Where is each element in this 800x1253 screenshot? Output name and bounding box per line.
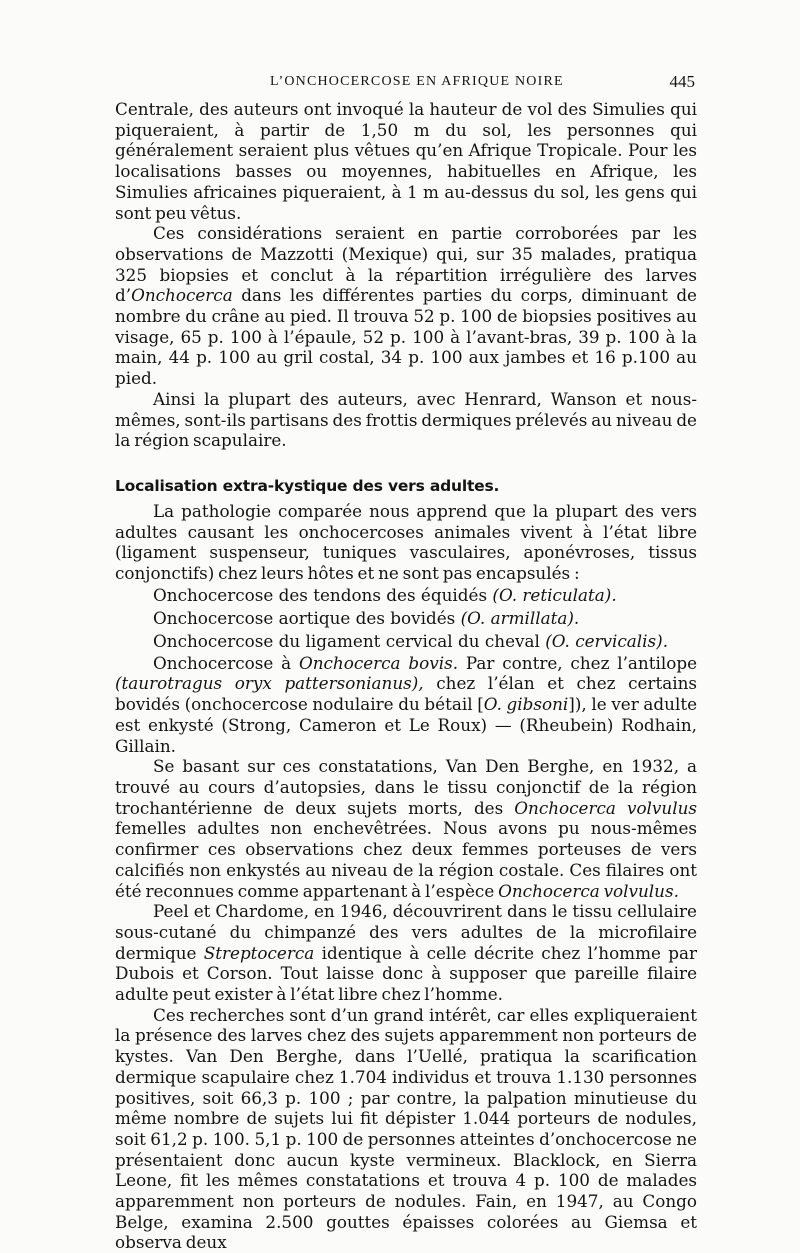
paragraph-6 bbox=[115, 756, 697, 901]
list-item-1 bbox=[115, 584, 697, 607]
paragraph-2 bbox=[115, 223, 697, 389]
paragraph-5-italic-b: (taurotragus oryx pattersonianus), bbox=[115, 673, 424, 694]
paragraph-5-italic-c: O. gibsoni bbox=[483, 694, 569, 715]
page-header bbox=[115, 72, 695, 94]
list-item-2-italic: (O. armillata). bbox=[460, 607, 580, 628]
paragraph-5-italic-a: Onchocerca bovis. bbox=[298, 652, 459, 673]
paragraph-6-text-a: Se basant sur ces constatations, Van Den Berghe, en 1932, a trouvé au cours d’autopsies, dans le tissu conjonctif de la région trochantérienne de deux sujets morts, des bbox=[115, 756, 697, 818]
section-heading: Localisation extra-kystique des vers adultes. bbox=[115, 476, 500, 495]
list-item-3-italic: (O. cervicalis). bbox=[545, 630, 669, 651]
list-item-3-text: Onchocercose du ligament cervical du cheval bbox=[153, 630, 546, 651]
list-item-3 bbox=[115, 630, 697, 653]
paragraph-5-text-d: ]), le ver adulte est enkysté (Strong, Cameron et Le Roux) — (Rheubein) Rodhain, Gillain. bbox=[115, 694, 697, 756]
list-item-2-text: Onchocercose aortique des bovidés bbox=[153, 607, 461, 628]
list-item-1-text: Onchocercose des tendons des équidés bbox=[153, 584, 493, 605]
page-body bbox=[115, 99, 697, 1253]
page-number: 445 bbox=[669, 72, 695, 91]
paragraph-7-italic: Streptocerca bbox=[203, 942, 315, 963]
paragraph-7-text-a: Peel et Chardome, en 1946, découvrirent dans le tissu cellulaire sous-cutané du chimpanzé des vers adultes de la microfilaire dermique bbox=[115, 901, 697, 963]
paragraph-2-text-a: Ces considérations seraient en partie corroborées par les observations de Mazzotti (Mexique) qui, sur 35 malades, pratiqua 325 biopsies et conclut à la répartition irrégulière des larves d’ bbox=[115, 223, 697, 306]
paragraph-6-italic-b: Onchocerca volvulus. bbox=[498, 880, 679, 901]
paragraph-5 bbox=[115, 653, 697, 757]
paragraph-3: Ainsi la plupart des auteurs, avec Henrard, Wanson et nous-mêmes, sont-ils partisans des frottis dermiques prélevés au niveau de la région scapulaire. bbox=[115, 388, 697, 451]
paragraph-2-text-b: dans les différentes parties du corps, diminuant de nombre du crâne au pied. Il trouva 52 p. 100 de biopsies positives au visage, 65 p. 100 à l’épaule, 52 p. 100 à l’avant-bras, 39 p. 100 à la main, 44 p. 100 au gril costal, 34 p. 100 aux jambes et 16 p.100 au pied. bbox=[115, 285, 697, 389]
list-item-2 bbox=[115, 607, 697, 630]
paragraph-6-italic-a: Onchocerca volvulus bbox=[514, 797, 697, 818]
paragraph-2-italic: Onchocerca bbox=[131, 285, 233, 306]
paragraph-5-text-a: Onchocercose à bbox=[153, 652, 299, 673]
running-title: L’ONCHOCERCOSE EN AFRIQUE NOIRE bbox=[270, 74, 564, 89]
paragraph-7-text-b: identique à celle décrite chez l’homme par Dubois et Corson. Tout laisse donc à supposer que pareille filaire adulte peut exister à l’état libre chez l’homme. bbox=[115, 942, 697, 1005]
paragraph-8: Ces recherches sont d’un grand intérêt, car elles expliqueraient la présence des larves chez des sujets apparemment non porteurs de kystes. Van Den Berghe, dans l’Uellé, pratiqua la scarification dermique scapulaire chez 1.704 individus et trouva 1.130 personnes positives, soit 66,3 p. 100 ; par contre, la palpation minutieuse du même nombre de sujets lui fit dépister 1.044 porteurs de nodules, soit 61,2 p. 100. 5,1 p. 100 de personnes atteintes d’onchocercose ne présentaient donc aucun kyste vermineux. Blacklock, en Sierra Leone, fit les mêmes constatations et trouva 4 p. 100 de malades apparemment non porteurs de nodules. Fain, en 1947, au Congo Belge, examina 2.500 gouttes épaisses colorées au Giemsa et observa deux bbox=[115, 1004, 697, 1253]
paragraph-6-text-b: femelles adultes non enchevêtrées. Nous avons pu nous-mêmes confirmer ces observations chez deux femmes porteuses de vers calcifiés non enkystés au niveau de la région costale. Ces filaires ont été reconnues comme appartenant à l’espèce bbox=[115, 818, 697, 901]
list-item-1-italic: (O. reticulata). bbox=[492, 584, 617, 605]
paragraph-7 bbox=[115, 901, 697, 1005]
paragraph-5-text-c: chez l’élan et chez certains bovidés (onchocercose nodulaire du bétail [ bbox=[115, 673, 697, 715]
paragraph-4: La pathologie comparée nous apprend que la plupart des vers adultes causant les onchocercoses animales vivent à l’état libre (ligament suspenseur, tuniques vasculaires, aponévroses, tissus conjonctifs) chez leurs hôtes et ne sont pas encapsulés : bbox=[115, 500, 697, 584]
paragraph-5-text-b: Par contre, chez l’antilope bbox=[458, 652, 697, 673]
paragraph-1: Centrale, des auteurs ont invoqué la hauteur de vol des Simulies qui piqueraient, à partir de 1,50 m du sol, les personnes qui généralement seraient plus vêtues qu’en Afrique Tropicale. Pour les localisations basses ou moyennes, habituelles en Afrique, les Simulies africaines piqueraient, à 1 m au-dessus du sol, les gens qui sont peu vêtus. bbox=[115, 99, 697, 223]
